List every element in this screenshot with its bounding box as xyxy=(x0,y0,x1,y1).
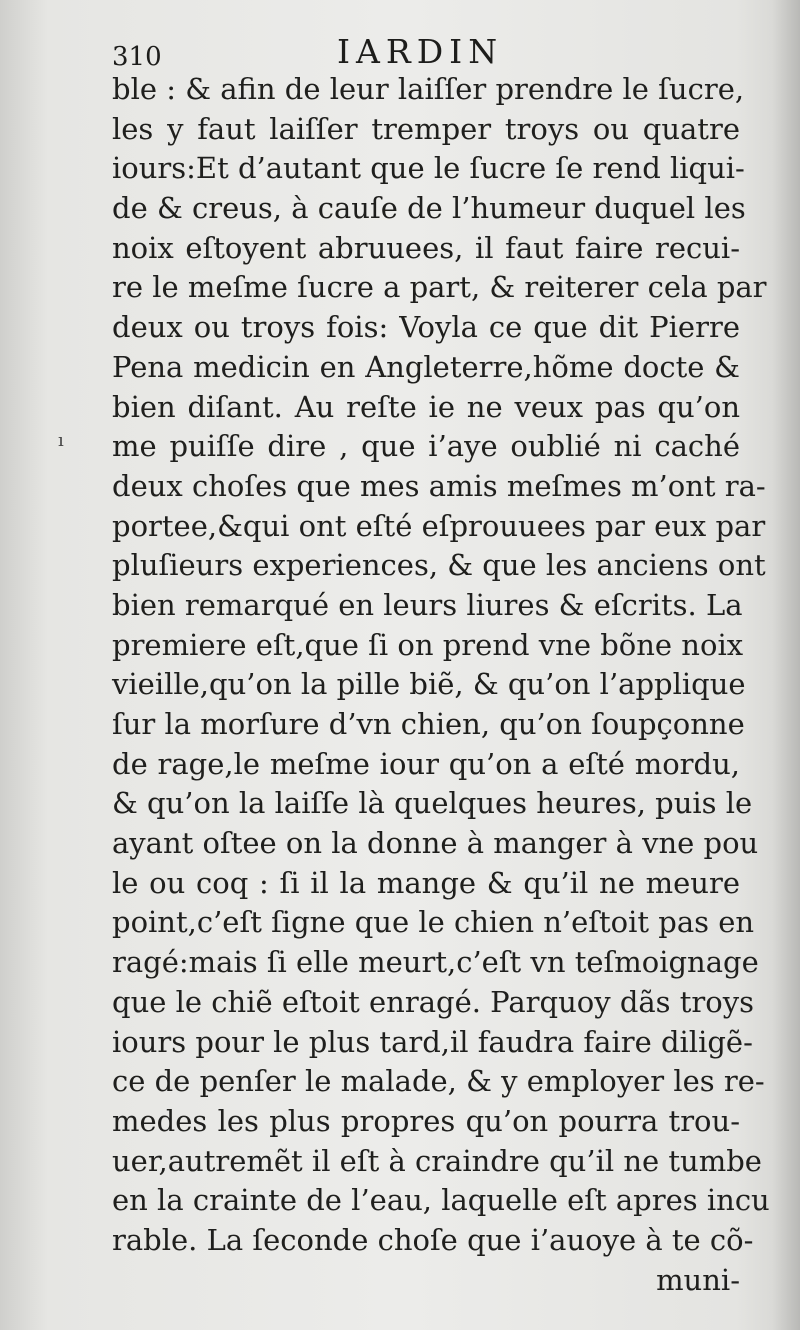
page-edge-shadow xyxy=(772,0,800,1330)
text-line: uer,autremẽt il eſt à craindre qu’il ne tumbe xyxy=(112,1143,762,1178)
text-line: bien diſant. Au reſte ie ne veux pas qu’on xyxy=(112,389,740,424)
text-line: deux choſes que mes amis meſmes m’ont ra- xyxy=(112,468,766,503)
text-line: me puiſſe dire , que i’aye oublié ni caché xyxy=(112,429,740,464)
margin-mark: ı xyxy=(58,430,64,451)
text-line: iours pour le plus tard,il faudra faire diligẽ- xyxy=(112,1024,753,1059)
running-title: IARDIN xyxy=(337,32,504,71)
text-line: noix eſtoyent abruuees, il faut faire recui- xyxy=(112,230,740,265)
text-line: pluſieurs experiences, & que les anciens ont xyxy=(112,548,766,583)
text-line: ragé:mais ſi elle meurt,c’eſt vn teſmoignage xyxy=(112,945,759,980)
text-line: deux ou troys fois: Voyla ce que dit Pierre xyxy=(112,310,740,345)
page-number: 310 xyxy=(112,42,162,72)
text-line: le ou coq : ſi il la mange & qu’il ne meure xyxy=(112,865,740,900)
text-line: que le chiẽ eſtoit enragé. Parquoy dãs troys xyxy=(112,984,755,1019)
text-line: re le meſme ſucre a part, & reiterer cela par xyxy=(112,270,767,305)
text-line: medes les plus propres qu’on pourra trou- xyxy=(112,1103,740,1138)
text-line: de & creus, à cauſe de l’humeur duquel les xyxy=(112,191,746,226)
page-header xyxy=(112,28,742,72)
text-line: & qu’on la laiſſe là quelques heures, puis le xyxy=(112,786,753,821)
text-line: premiere eſt,que ſi on prend vne bõne noix xyxy=(112,627,744,662)
body-text xyxy=(112,70,770,1300)
text-line: bien remarqué en leurs liures & eſcrits. La xyxy=(112,587,743,622)
text-line: les y faut laiſſer tremper troys ou quatre xyxy=(112,111,740,146)
text-line: de rage,le meſme iour qu’on a eſté mordu, xyxy=(112,746,740,781)
text-line: rable. La ſeconde choſe que i’auoye à te cõ- xyxy=(112,1222,754,1257)
text-line: ble : & afin de leur laiſſer prendre le ſucre, xyxy=(112,72,745,106)
text-line: iours:Et d’autant que le ſucre ſe rend liqui- xyxy=(112,151,745,186)
text-line: ce de penſer le malade, & y employer les re- xyxy=(112,1064,765,1099)
text-line: vieille,qu’on la pille biẽ, & qu’on l’applique xyxy=(112,667,746,702)
text-line: ayant oſtee on la donne à manger à vne pou xyxy=(112,826,759,861)
text-line: ſur la morſure d’vn chien, qu’on ſoupçonne xyxy=(112,707,745,741)
text-line: point,c’eſt ſigne que le chien n’eſtoit pas en xyxy=(112,905,755,940)
catchword: muni- xyxy=(656,1262,740,1297)
text-line: en la crainte de l’eau, laquelle eſt apres incu xyxy=(112,1183,770,1218)
text-line: portee,&qui ont eſté eſprouuees par eux par xyxy=(112,508,766,543)
text-line: Pena medicin en Angleterre,hõme docte & xyxy=(112,349,740,384)
